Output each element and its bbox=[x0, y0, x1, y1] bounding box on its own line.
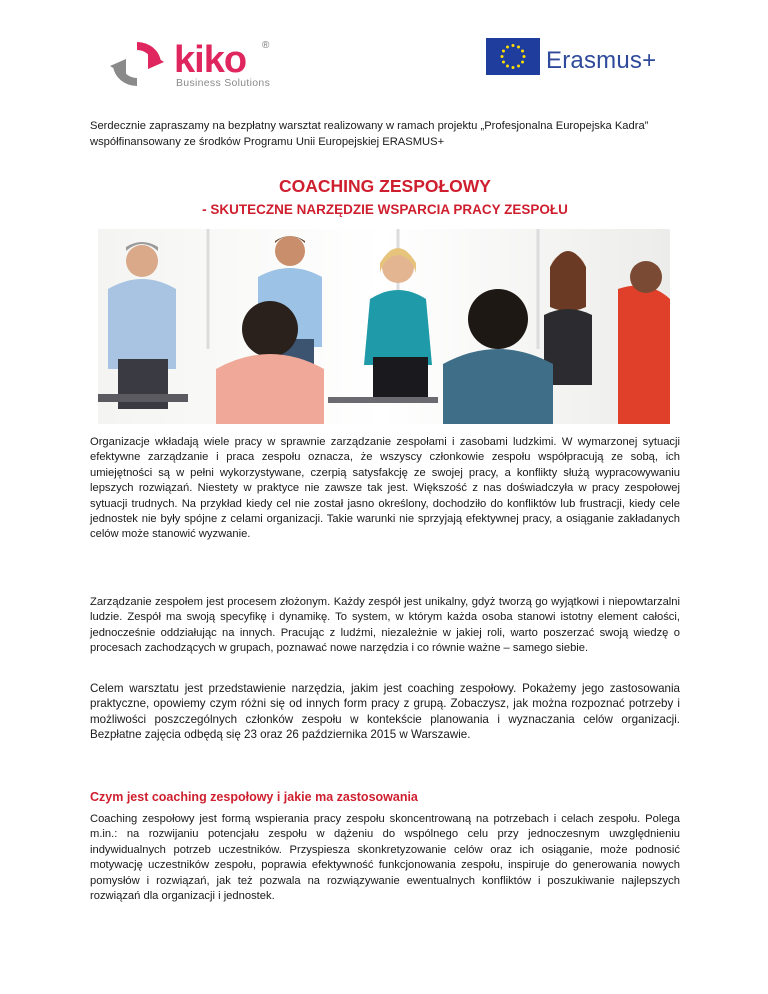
team-coaching-photo bbox=[98, 229, 670, 424]
eu-star-icon bbox=[502, 61, 505, 64]
kiko-wordmark: kiko bbox=[174, 39, 247, 81]
eu-star-icon bbox=[506, 65, 509, 68]
document-title: COACHING ZESPOŁOWY bbox=[279, 176, 491, 196]
eu-star-icon bbox=[521, 61, 524, 64]
eu-star-icon bbox=[523, 55, 526, 58]
eu-star-icon bbox=[506, 45, 509, 48]
paragraph: Zarządzanie zespołem jest procesem złożonym. Każdy zespół jest unikalny, gdyż tworzą go wyjątkowi i niepowtarzalni ludzie. Zespół ma swoją specyfikę i dynamikę. To system, w którym każda osoba stanowi istotny element całości, jednocześnie oddziałując na innych. Pracując z ludźmi, niezależnie w jakiej roli, warto poszerzać swoją wiedzę o procesach zachodzących w grupach, poznawać nowe narzędzia i co równie ważne – samego siebie. bbox=[90, 596, 680, 655]
eu-star-icon bbox=[501, 55, 504, 58]
intro-text: Serdecznie zapraszamy na bezpłatny warsztat realizowany w ramach projektu „Profesjonalna Europejska Kadra” współfinansowany ze środków Programu Unii Europejskiej ERASMUS+ bbox=[90, 120, 649, 148]
eu-star-icon bbox=[512, 44, 515, 47]
intro-block bbox=[90, 118, 680, 219]
erasmus-wordmark: Erasmus+ bbox=[546, 47, 657, 74]
eu-star-icon bbox=[512, 66, 515, 69]
eu-star-icon bbox=[521, 50, 524, 53]
registered-mark: ® bbox=[262, 40, 270, 51]
kiko-logo bbox=[108, 38, 278, 90]
kiko-tagline: Business Solutions bbox=[176, 77, 271, 89]
section-heading: Czym jest coaching zespołowy i jakie ma zastosowania bbox=[90, 790, 418, 804]
erasmus-logo bbox=[486, 38, 676, 78]
paragraph: Celem warsztatu jest przedstawienie narzędzia, jakim jest coaching zespołowy. Pokażemy jego zastosowania praktyczne, opowiemy czym różni się od innych form pracy z grupą. Zobaczysz, jak można rozpoznać potrzeby i możliwości poszczególnych członków zespołu w kontekście planowania i wyznaczania celów organizacji. Bezpłatne zajęcia odbędą się 23 oraz 26 października 2015 w Warszawie. bbox=[90, 682, 680, 742]
eu-star-icon bbox=[517, 65, 520, 68]
eu-flag-icon bbox=[486, 38, 540, 75]
eu-star-icon bbox=[502, 50, 505, 53]
page-header bbox=[0, 0, 768, 100]
paragraph: Organizacje wkładają wiele pracy w sprawnie zarządzanie zespołami i zasobami ludzkimi. W wymarzonej sytuacji efektywne zarządzanie i praca zespołu oznacza, że wszyscy członkowie zespołu współpracują ze sobą, ich umiejętności są w pełni wykorzystywane, czerpią satysfakcję ze swojej pracy, a konflikty służą wypracowywaniu lepszych rozwiązań. Niestety w praktyce nie zawsze tak jest. Większość z nas doświadczyła w pracy zespołowej sytuacji trudnych. Na przykład kiedy cel nie został jasno określony, dochodziło do konfliktów lub frustracji, kiedy cele jednostek nie były spójne z celami organizacji. Takie warunki nie sprzyjają efektywnej pracy, a osiąganie zakładanych celów może stanowić wyzwanie. bbox=[90, 436, 680, 541]
eu-star-icon bbox=[517, 45, 520, 48]
document-subtitle: - SKUTECZNE NARZĘDZIE WSPARCIA PRACY ZESPOŁU bbox=[202, 202, 568, 217]
paragraph: Coaching zespołowy jest formą wspierania pracy zespołu skoncentrowaną na potrzebach i celach zespołu. Polega m.in.: na rozwijaniu potencjału zespołu w dążeniu do wspólnego celu przy jednoczesnym uwzględnieniu indywidualnych potrzeb uczestników. Przyspiesza skonkretyzowanie celów oraz ich osiąganie, może podnosić motywację uczestników zespołu, poprawia efektywność funkcjonowania zespołu, inspiruje do generowania nowych pomysłów i rozwiązań, jak też pozwala na rozwiązywanie ewentualnych konfliktów i poszukiwanie najlepszych rozwiązań dla organizacji i jednostek. bbox=[90, 813, 680, 903]
kiko-arrows-icon bbox=[108, 38, 166, 90]
